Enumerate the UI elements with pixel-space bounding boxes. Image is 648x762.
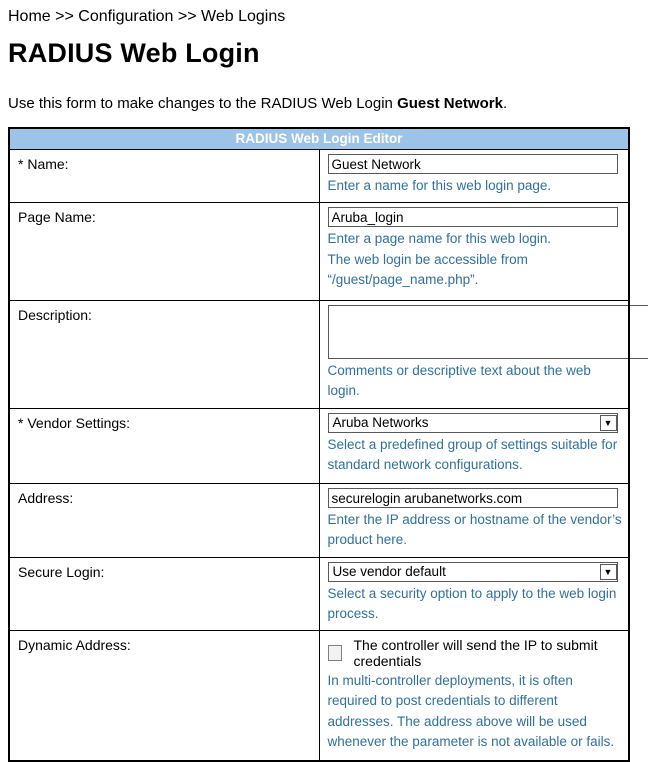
dynamic-address-help: In multi-controller deployments, it is often required to post credentials to different addresses. The address above will be used whenever the parameter is not available or fails.	[328, 671, 623, 752]
breadcrumb[interactable]: Home >> Configuration >> Web Logins	[8, 8, 640, 26]
page-name-help-2: The web login be accessible from “/guest/page_name.php”.	[328, 250, 623, 291]
chevron-down-icon[interactable]: ▼	[600, 564, 617, 580]
radius-web-login-editor-table	[8, 127, 630, 762]
table-row-vendor-settings	[9, 408, 629, 484]
secure-login-select[interactable]	[328, 562, 618, 582]
page-name-input[interactable]	[328, 207, 618, 227]
description-help: Comments or descriptive text about the web login.	[328, 361, 623, 402]
vendor-settings-select[interactable]	[328, 413, 618, 433]
table-row-name	[9, 150, 629, 203]
address-help: Enter the IP address or hostname of the vendor’s product here.	[328, 510, 623, 551]
vendor-settings-selected-value: Aruba Networks	[329, 415, 429, 430]
chevron-down-icon[interactable]: ▼	[600, 415, 617, 431]
vendor-settings-label: * Vendor Settings:	[9, 408, 319, 484]
table-row-address	[9, 484, 629, 558]
secure-login-label: Secure Login:	[9, 557, 319, 631]
name-label: * Name:	[9, 150, 319, 203]
intro-network-name: Guest Network	[397, 95, 503, 112]
editor-header-row	[9, 128, 629, 150]
dynamic-address-checkbox-label: The controller will send the IP to submit credentials	[354, 637, 623, 669]
intro-suffix: .	[503, 95, 507, 112]
page-name-label: Page Name:	[9, 203, 319, 301]
table-row-description	[9, 301, 629, 409]
name-input[interactable]	[328, 154, 618, 174]
table-row-page-name	[9, 203, 629, 301]
address-label: Address:	[9, 484, 319, 558]
table-row-dynamic-address	[9, 631, 629, 762]
table-row-secure-login	[9, 557, 629, 631]
page-title: RADIUS Web Login	[8, 38, 640, 69]
intro-text	[8, 95, 640, 112]
address-input[interactable]	[328, 488, 618, 508]
name-help: Enter a name for this web login page.	[328, 176, 623, 196]
description-textarea[interactable]	[328, 305, 648, 359]
intro-prefix: Use this form to make changes to the RADIUS Web Login	[8, 95, 397, 112]
vendor-settings-help: Select a predefined group of settings suitable for standard network configurations.	[328, 435, 623, 476]
editor-header: RADIUS Web Login Editor	[9, 128, 629, 150]
dynamic-address-checkbox[interactable]	[328, 645, 342, 661]
description-label: Description:	[9, 301, 319, 409]
page-name-help-1: Enter a page name for this web login.	[328, 229, 623, 249]
secure-login-help: Select a security option to apply to the web login process.	[328, 584, 623, 625]
dynamic-address-label: Dynamic Address:	[9, 631, 319, 762]
secure-login-selected-value: Use vendor default	[329, 564, 446, 579]
